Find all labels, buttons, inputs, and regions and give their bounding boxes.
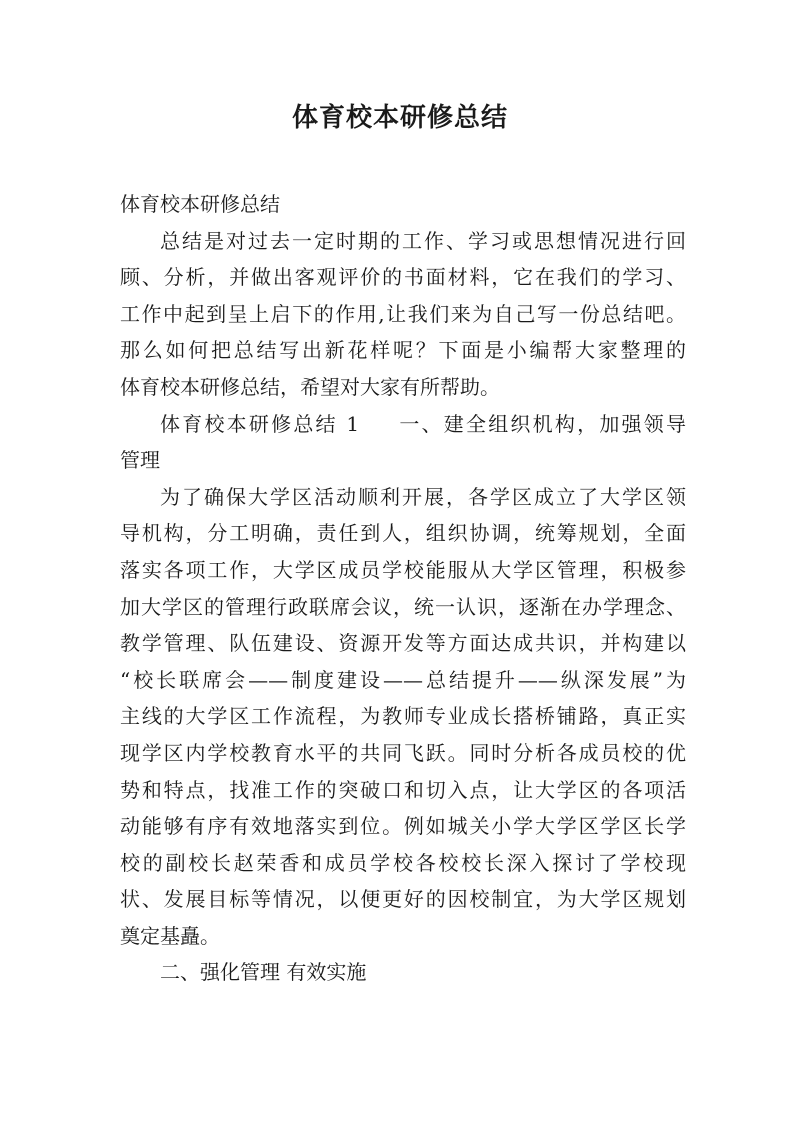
section1-line: 校的副校长赵荣香和成员学校各校校长深入探讨了学校现 [120,850,686,875]
section1-heading-a: 体育校本研修总结 1 [160,411,360,436]
document-body [120,186,686,991]
section1-line: 动能够有序有效地落实到位。例如城关小学大学区学区长学 [120,814,686,839]
section1-line: 现学区内学校教育水平的共同飞跃。同时分析各成员校的优 [120,740,686,765]
section1-line: 状、发展目标等情况，以便更好的因校制宜，为大学区规划 [120,887,686,912]
section1-heading-c: 管理 [120,448,160,473]
section2-heading: 二、强化管理 有效实施 [160,960,367,985]
intro-line: 体育校本研修总结，希望对大家有所帮助。 [120,374,500,399]
document-subtitle: 体育校本研修总结 [120,192,280,216]
section1-line: 主线的大学区工作流程，为教师专业成长搭桥铺路，真正实 [120,704,686,729]
intro-line: 顾、分析，并做出客观评价的书面材料，它在我们的学习、 [120,265,686,290]
intro-line: 工作中起到呈上启下的作用,让我们来为自己写一份总结吧。 [120,301,686,326]
section1-heading-b: 一、建全组织机构，加强领导 [397,411,686,436]
document-title: 体育校本研修总结 [291,103,508,133]
section1-heading [120,406,686,479]
intro-paragraph [120,223,686,406]
section1-line: 势和特点，找准工作的突破口和切入点，让大学区的各项活 [120,777,686,802]
section1-line: “校长联席会——制度建设——总结提升——纵深发展”为 [120,667,686,692]
section1-heading-line [120,406,686,443]
section1-line: 导机构，分工明确，责任到人，组织协调，统筹规划，全面 [120,521,686,546]
section1-line: 为了确保大学区活动顺利开展，各学区成立了大学区领 [160,484,686,509]
intro-line: 那么如何把总结写出新花样呢？下面是小编帮大家整理的 [120,338,686,363]
section1-line: 奠定基矗。 [120,923,220,948]
section1-line: 落实各项工作，大学区成员学校能服从大学区管理，积极参 [120,557,686,582]
section1-line: 加大学区的管理行政联席会议，统一认识，逐渐在办学理念、 [120,594,686,619]
section1-paragraph [120,479,686,955]
intro-line: 总结是对过去一定时期的工作、学习或思想情况进行回 [160,228,686,253]
section1-line: 教学管理、队伍建设、资源开发等方面达成共识，并构建以 [120,631,686,656]
